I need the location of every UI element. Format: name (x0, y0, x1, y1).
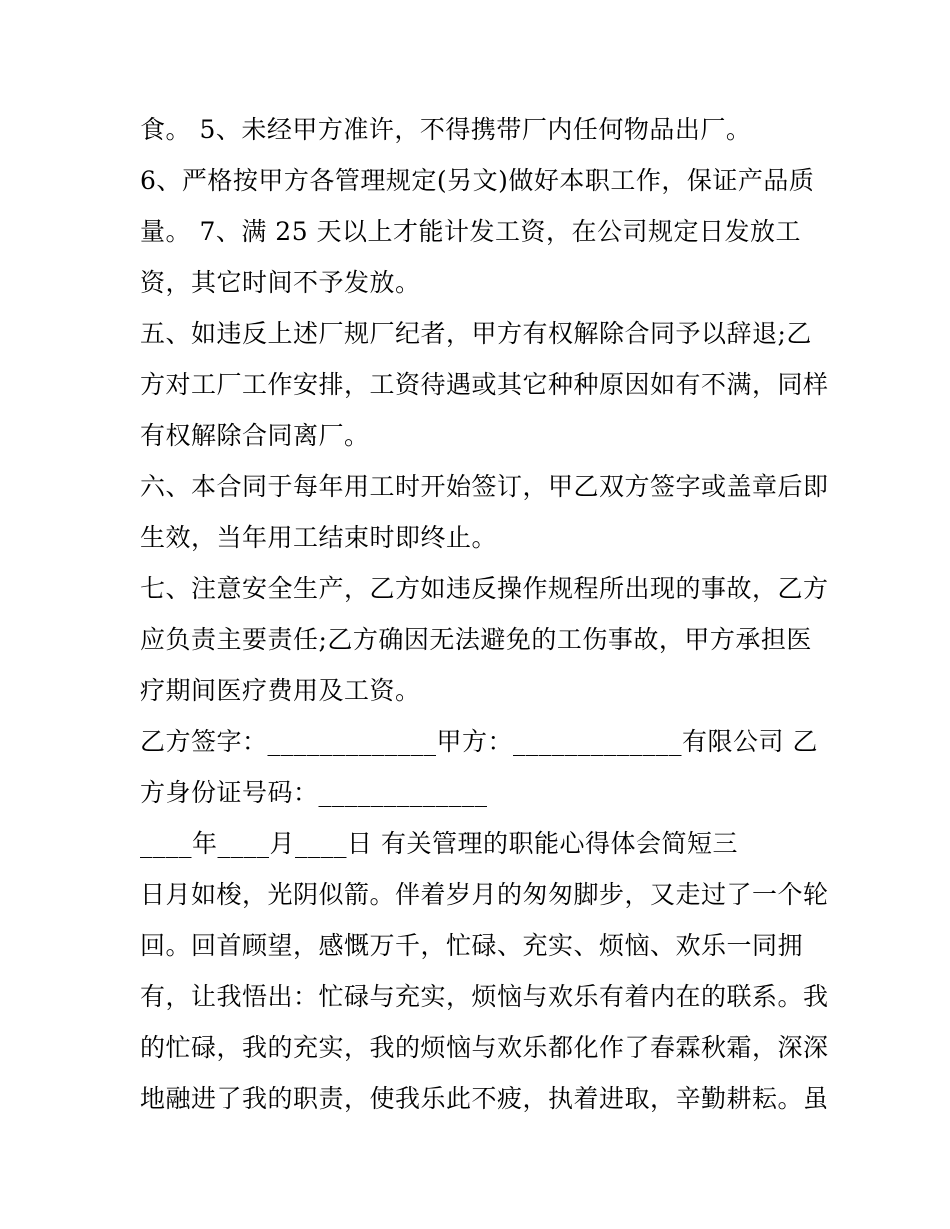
text-line: 生效，当年用工结束时即终止。 (140, 523, 498, 552)
text-line: 应负责主要责任;乙方确因无法避免的工伤事故，甲方承担医 (140, 625, 812, 654)
text-line: 地融进了我的职责，使我乐此不疲，执着进取，辛勤耕耘。虽 (140, 1084, 829, 1113)
text-line: 食。 5、未经甲方准许，不得携带厂内任何物品出厂。 (140, 115, 752, 144)
text-line: 6、严格按甲方各管理规定(另文)做好本职工作，保证产品质 (140, 166, 815, 195)
text-line: 五、如违反上述厂规厂纪者，甲方有权解除合同予以辞退;乙 (140, 319, 812, 348)
id-number-line: 方身份证号码：_____________ (140, 778, 488, 807)
text-line: 疗期间医疗费用及工资。 (140, 676, 421, 705)
text-line: 有，让我悟出：忙碌与充实，烦恼与欢乐有着内在的联系。我 (140, 982, 829, 1011)
text-line: 量。 7、满 25 天以上才能计发工资，在公司规定日发放工 (140, 217, 802, 246)
text-line: 七、注意安全生产，乙方如违反操作规程所出现的事故，乙方 (140, 574, 829, 603)
text-line: 日月如梭，光阴似箭。伴着岁月的匆匆脚步，又走过了一个轮 (140, 880, 829, 909)
text-line: 的忙碌，我的充实，我的烦恼与欢乐都化作了春霖秋霜，深深 (140, 1033, 829, 1062)
text-line: 回。回首顾望，感慨万千，忙碌、充实、烦恼、欢乐一同拥 (140, 931, 804, 960)
text-line: 资，其它时间不予发放。 (140, 268, 421, 297)
text-line: 有权解除合同离厂。 (140, 421, 370, 450)
date-heading-line: ____年____月____日 有关管理的职能心得体会简短三 (140, 829, 738, 858)
signature-line: 乙方签字：_____________甲方：_____________有限公司 乙 (140, 727, 818, 756)
text-line: 方对工厂工作安排，工资待遇或其它种种原因如有不满，同样 (140, 370, 829, 399)
text-line: 六、本合同于每年用工时开始签订，甲乙双方签字或盖章后即 (140, 472, 829, 501)
